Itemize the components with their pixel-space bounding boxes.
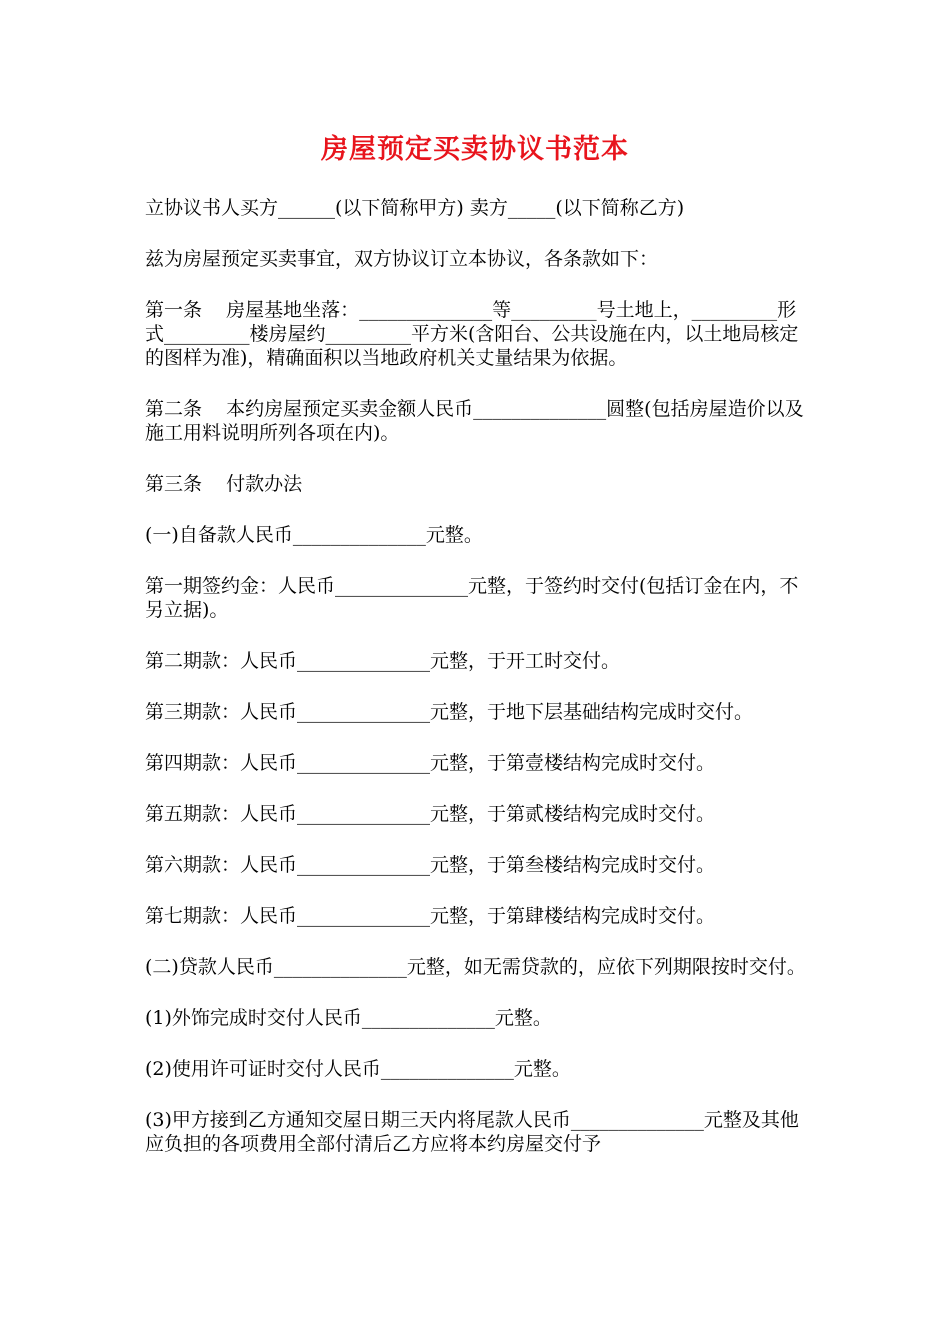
paragraph-installment-3: 第三期款：人民币______________元整，于地下层基础结构完成时交付。	[145, 701, 754, 723]
document-body	[145, 196, 807, 1183]
paragraph-own-funds: (一)自备款人民币______________元整。	[145, 524, 483, 546]
paragraph-installment-5: 第五期款：人民币______________元整，于第贰楼结构完成时交付。	[145, 803, 716, 825]
paragraph-parties: 立协议书人买方______(以下简称甲方) 卖方_____(以下简称乙方)	[145, 197, 685, 219]
paragraph-installment-2: 第二期款：人民币______________元整，于开工时交付。	[145, 650, 621, 672]
paragraph-article-2: 第二条 本约房屋预定买卖金额人民币______________圆整(包括房屋造价以及施工用料说明所列各项在内)。	[145, 398, 804, 444]
paragraph-loan-item-3: (3)甲方接到乙方通知交屋日期三天内将尾款人民币______________元整及其他应负担的各项费用全部付清后乙方应将本约房屋交付予	[145, 1109, 799, 1155]
paragraph-installment-4: 第四期款：人民币______________元整，于第壹楼结构完成时交付。	[145, 752, 716, 774]
paragraph-preamble: 兹为房屋预定买卖事宜，双方协议订立本协议，各条款如下：	[145, 248, 659, 270]
paragraph-installment-6: 第六期款：人民币______________元整，于第叁楼结构完成时交付。	[145, 854, 716, 876]
paragraph-loan-item-2: (2)使用许可证时交付人民币______________元整。	[145, 1058, 571, 1080]
paragraph-loan-item-1: (1)外饰完成时交付人民币______________元整。	[145, 1007, 552, 1029]
paragraph-loan: (二)贷款人民币______________元整，如无需贷款的，应依下列期限按时交付。	[145, 956, 806, 978]
paragraph-article-1: 第一条 房屋基地坐落：______________等_________号土地上，_________形式_________楼房屋约_________平方米(含阳台、公共设施在内，以土地局核定的图样为准)，精确面积以当地政府机关丈量结果为依据。	[145, 299, 799, 369]
paragraph-installment-1: 第一期签约金：人民币______________元整，于签约时交付(包括订金在内，不另立据)。	[145, 575, 799, 621]
paragraph-installment-7: 第七期款：人民币______________元整，于第肆楼结构完成时交付。	[145, 905, 716, 927]
document-title: 房屋预定买卖协议书范本	[321, 134, 629, 165]
paragraph-article-3: 第三条 付款办法	[145, 473, 303, 495]
